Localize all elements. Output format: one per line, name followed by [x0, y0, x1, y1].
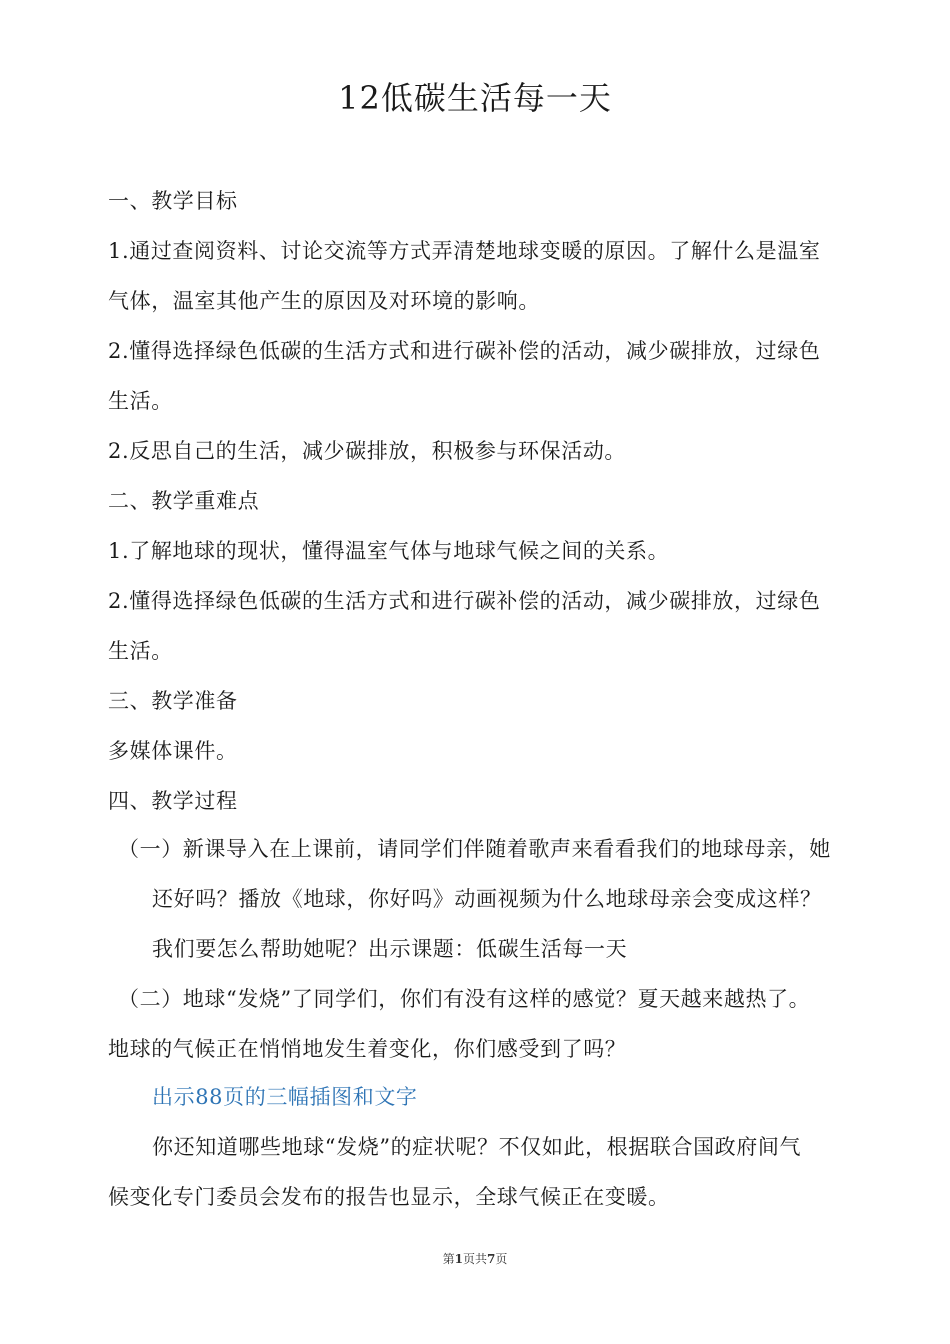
highlight-line: 出示88页的三幅插图和文字 — [152, 1085, 418, 1109]
heading-objectives: 一、教学目标 — [108, 189, 238, 213]
paragraph-line: 你还知道哪些地球“发烧”的症状呢？不仅如此，根据联合国政府间气 — [152, 1135, 802, 1159]
paragraph-line: 候变化专门委员会发布的报告也显示，全球气候正在变暖。 — [108, 1185, 670, 1209]
footer-suffix: 页 — [495, 1252, 508, 1266]
paragraph-line: 多媒体课件。 — [108, 739, 238, 763]
paragraph-line: 地球的气候正在悄悄地发生着变化，你们感受到了吗？ — [108, 1037, 627, 1061]
footer-middle: 页共 — [462, 1252, 487, 1266]
footer-prefix: 第 — [442, 1252, 455, 1266]
paragraph-line: 气体，温室其他产生的原因及对环境的影响。 — [108, 289, 540, 313]
footer-page-number: 1 — [454, 1252, 463, 1266]
paragraph-line: 我们要怎么帮助她呢？出示课题：低碳生活每一天 — [152, 937, 628, 961]
heading-key-points: 二、教学重难点 — [108, 489, 260, 513]
paragraph-line: 还好吗？播放《地球，你好吗》动画视频为什么地球母亲会变成这样？ — [152, 887, 822, 911]
page-footer — [0, 1251, 950, 1267]
paragraph-line: （一）新课导入在上课前，请同学们伴随着歌声来看看我们的地球母亲，她 — [118, 837, 831, 861]
paragraph-line: 生活。 — [108, 639, 173, 663]
footer-total-pages: 7 — [487, 1252, 496, 1266]
paragraph-line: 2.反思自己的生活，减少碳排放，积极参与环保活动。 — [108, 439, 627, 463]
paragraph-line: 1.了解地球的现状，懂得温室气体与地球气候之间的关系。 — [108, 539, 670, 563]
paragraph-line: 生活。 — [108, 389, 173, 413]
document-title: 12低碳生活每一天 — [338, 79, 612, 117]
paragraph-line: 2.懂得选择绿色低碳的生活方式和进行碳补偿的活动，减少碳排放，过绿色 — [108, 589, 821, 613]
paragraph-line: （二）地球“发烧”了同学们，你们有没有这样的感觉？夏天越来越热了。 — [118, 987, 811, 1011]
paragraph-line: 1.通过查阅资料、讨论交流等方式弄清楚地球变暖的原因。了解什么是温室 — [108, 239, 821, 263]
paragraph-line: 2.懂得选择绿色低碳的生活方式和进行碳补偿的活动，减少碳排放，过绿色 — [108, 339, 821, 363]
heading-preparation: 三、教学准备 — [108, 689, 238, 713]
heading-process: 四、教学过程 — [108, 789, 238, 813]
